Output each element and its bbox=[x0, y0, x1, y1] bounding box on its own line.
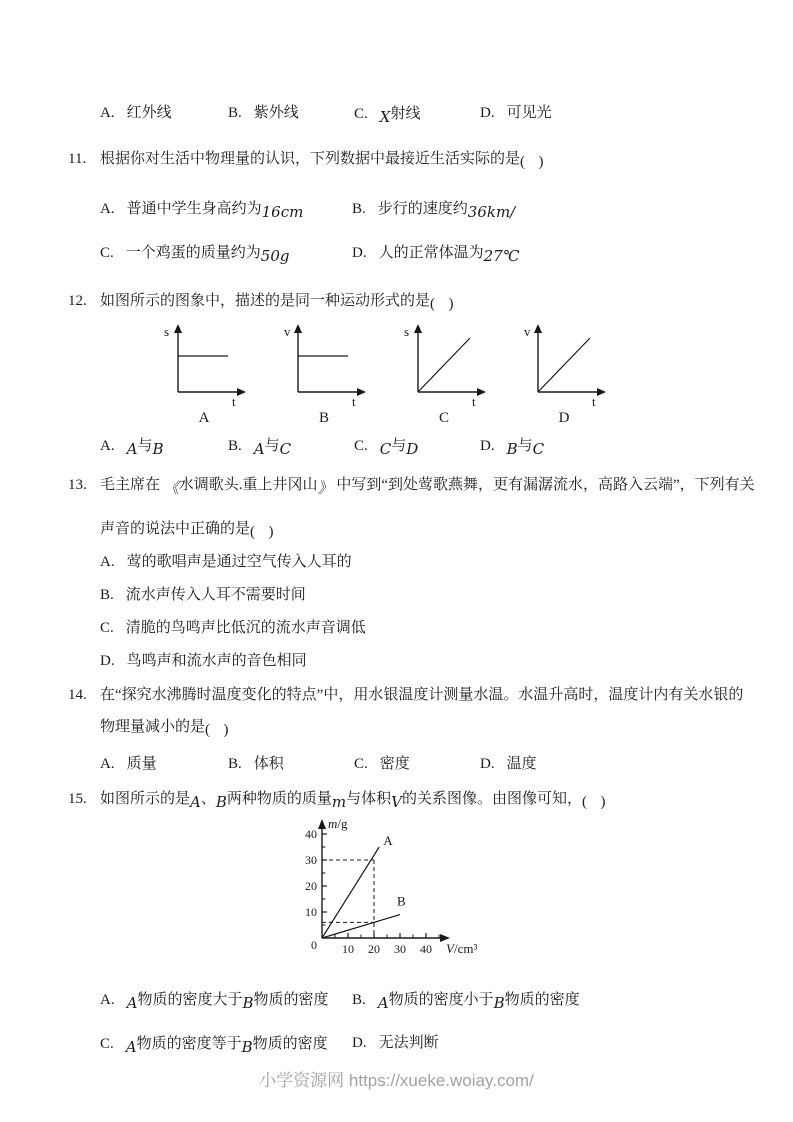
math-text: C bbox=[532, 440, 545, 458]
question-11-stem bbox=[68, 149, 793, 170]
text-segment: 温度 bbox=[506, 756, 537, 772]
text-segment: 如图所示的是 bbox=[100, 791, 191, 807]
question-12-options bbox=[100, 435, 793, 457]
option-text bbox=[379, 1035, 439, 1051]
option-text bbox=[125, 1036, 328, 1056]
option-text bbox=[380, 756, 410, 772]
question-13-stem-line2 bbox=[100, 519, 793, 540]
option-label: C. bbox=[100, 245, 114, 261]
math-text: B bbox=[506, 440, 518, 458]
option-label: B. bbox=[228, 105, 242, 121]
question-13-option-b bbox=[100, 585, 793, 606]
math-text: B bbox=[152, 440, 164, 458]
math-text: A bbox=[126, 994, 138, 1012]
mass-volume-chart-svg bbox=[296, 816, 536, 976]
text-segment: 物理量减小的是 bbox=[100, 719, 206, 735]
text-segment: 物质的密度等于 bbox=[136, 1036, 242, 1052]
text-segment: 毛主席在 bbox=[100, 477, 164, 493]
question-13 bbox=[0, 474, 793, 672]
question-number: 13. bbox=[68, 477, 87, 493]
text-segment: 人的正常体温为 bbox=[378, 245, 484, 261]
option-text bbox=[253, 438, 292, 458]
motion-graph-svg bbox=[278, 322, 370, 408]
option-text bbox=[126, 992, 329, 1012]
math-text: A bbox=[125, 1038, 137, 1056]
option-text bbox=[254, 756, 284, 772]
stem-text bbox=[100, 477, 755, 497]
question-12-stem bbox=[68, 291, 793, 312]
x-tick-label: 40 bbox=[420, 942, 432, 956]
text-segment: 普通中学生身高约为 bbox=[126, 201, 262, 217]
question-14-stem-line2 bbox=[100, 717, 793, 738]
y-axis-label: s bbox=[404, 324, 410, 339]
text-segment: 一个鸡蛋的质量约为 bbox=[125, 245, 261, 261]
graph-caption: A bbox=[198, 410, 210, 426]
question-11-option-c bbox=[100, 242, 352, 264]
question-11-option-a bbox=[100, 198, 352, 220]
x-axis-label: t bbox=[592, 394, 596, 408]
text-segment: 射线 bbox=[390, 106, 421, 122]
stem-text bbox=[100, 791, 608, 811]
option-text bbox=[506, 438, 545, 458]
stem-text bbox=[100, 151, 546, 170]
option-label: D. bbox=[352, 1035, 367, 1051]
option-label: D. bbox=[480, 756, 495, 772]
option-text bbox=[254, 105, 299, 121]
series-label-b: B bbox=[397, 893, 406, 909]
question-14-option-b bbox=[228, 754, 354, 775]
option-label: C. bbox=[354, 756, 368, 772]
text-segment: 紫外线 bbox=[253, 105, 299, 121]
text-segment: 如图所示的图象中，描述的是同一种运动形式的是 bbox=[100, 293, 431, 309]
text-segment: 体积 bbox=[253, 756, 284, 772]
option-text bbox=[127, 653, 307, 669]
question-10-option-c bbox=[354, 103, 480, 125]
answer-bracket: ( ) bbox=[250, 524, 276, 540]
question-12-option-b bbox=[228, 435, 354, 457]
math-text: A bbox=[377, 994, 389, 1012]
math-text: 27℃ bbox=[483, 247, 520, 265]
motion-graph-b bbox=[278, 322, 370, 427]
text-segment: 无法判断 bbox=[378, 1035, 439, 1051]
question-12 bbox=[0, 291, 793, 457]
question-13-option-c bbox=[100, 618, 793, 639]
x-tick-label: 10 bbox=[342, 942, 354, 956]
question-15-options bbox=[100, 989, 793, 1055]
option-text bbox=[126, 620, 366, 636]
question-10-option-d bbox=[480, 103, 793, 125]
text-segment: 物质的密度大于 bbox=[137, 992, 243, 1008]
graph-caption: B bbox=[318, 410, 329, 426]
option-text bbox=[127, 105, 172, 121]
question-number: 15. bbox=[68, 791, 87, 807]
option-text bbox=[127, 756, 157, 772]
series-label-a: A bbox=[383, 833, 393, 848]
math-text: V bbox=[391, 793, 403, 811]
question-12-option-d bbox=[480, 435, 793, 457]
option-label: C. bbox=[354, 438, 368, 454]
option-text bbox=[378, 245, 520, 265]
math-text: B bbox=[493, 994, 505, 1012]
question-15-option-a bbox=[100, 989, 352, 1011]
text-segment: 两种物质的质量 bbox=[226, 791, 332, 807]
math-text: B bbox=[241, 1038, 253, 1056]
question-10-options bbox=[100, 0, 793, 125]
text-segment: 、 bbox=[200, 791, 216, 807]
x-axis-label: t bbox=[232, 394, 236, 408]
option-label: B. bbox=[352, 201, 366, 217]
text-segment: 在“探究水沸腾时温度变化的特点”中，用水银温度计测量水温。水温升高时，温度计内有关水银的 bbox=[100, 687, 744, 703]
origin-label: 0 bbox=[311, 938, 317, 952]
text-segment: 水调歌头.重上井冈山 bbox=[178, 477, 318, 493]
option-text bbox=[379, 106, 421, 126]
question-14-option-c bbox=[354, 754, 480, 775]
stem-text bbox=[100, 293, 456, 312]
question-12-option-c bbox=[354, 435, 480, 457]
math-text: B bbox=[242, 994, 254, 1012]
math-text: A bbox=[253, 440, 265, 458]
question-13-option-a bbox=[100, 552, 793, 573]
y-axis-label: v bbox=[524, 324, 531, 339]
text-segment: 物质的密度小于 bbox=[388, 992, 494, 1008]
math-text: C bbox=[379, 440, 392, 458]
option-label: B. bbox=[100, 587, 114, 603]
question-number: 11. bbox=[68, 151, 87, 167]
motion-graph-d bbox=[518, 322, 610, 427]
option-label: B. bbox=[228, 438, 242, 454]
text-segment: 密度 bbox=[379, 756, 410, 772]
option-label: D. bbox=[480, 438, 495, 454]
question-10-option-b bbox=[228, 103, 354, 125]
motion-graph-svg bbox=[518, 322, 610, 408]
text-segment: 与 bbox=[391, 438, 407, 454]
text-segment: 中写到“到处莺歌燕舞，更有漏潺流水，高路入云端”，下列有关 bbox=[332, 477, 755, 493]
math-text: X bbox=[379, 108, 391, 126]
option-text bbox=[126, 438, 164, 458]
question-15-stem bbox=[68, 788, 793, 810]
question-13-option-d bbox=[100, 651, 793, 672]
graph-caption: C bbox=[438, 410, 449, 426]
option-label: A. bbox=[100, 756, 115, 772]
motion-graph-c bbox=[398, 322, 490, 427]
math-text: B bbox=[215, 793, 227, 811]
question-14 bbox=[0, 685, 793, 775]
text-segment: 与体积 bbox=[346, 791, 392, 807]
question-14-option-a bbox=[100, 754, 228, 775]
math-text: m bbox=[331, 793, 347, 811]
question-14-stem-line1 bbox=[68, 685, 793, 706]
option-text bbox=[125, 245, 290, 265]
text-segment: 与 bbox=[264, 438, 280, 454]
answer-bracket: ( ) bbox=[205, 722, 231, 738]
stem-text bbox=[100, 687, 743, 703]
footer-watermark: 小学资源网 https://xueke.woiay.com/ bbox=[259, 1071, 534, 1090]
text-segment: 红外线 bbox=[126, 105, 172, 121]
text-segment: 质量 bbox=[126, 756, 157, 772]
y-axis-label: s bbox=[164, 324, 170, 339]
answer-bracket: ( ) bbox=[582, 794, 608, 810]
x-tick-label: 30 bbox=[394, 942, 406, 956]
text-segment: 可见光 bbox=[506, 105, 552, 121]
question-11-options bbox=[100, 198, 793, 264]
text-segment: 与 bbox=[517, 438, 533, 454]
option-label: A. bbox=[100, 554, 115, 570]
text-segment: 步行的速度约 bbox=[377, 201, 468, 217]
option-label: B. bbox=[228, 756, 242, 772]
text-segment: 流水声传入人耳不需要时间 bbox=[125, 587, 306, 603]
math-text: 16cm bbox=[261, 203, 304, 221]
option-text bbox=[127, 554, 352, 570]
text-segment: 清脆的鸟鸣声比低沉的流水声音调低 bbox=[125, 620, 366, 636]
question-14-options bbox=[100, 754, 793, 775]
option-label: A. bbox=[100, 201, 115, 217]
question-15-option-c bbox=[100, 1033, 352, 1055]
text-segment: 莺的歌唱声是通过空气传入人耳的 bbox=[126, 554, 352, 570]
question-15-option-d bbox=[352, 1033, 793, 1055]
text-segment: 根据你对生活中物理量的认识，下列数据中最接近生活实际的是 bbox=[100, 151, 521, 167]
text-segment: 鸟鸣声和流水声的音色相同 bbox=[126, 653, 307, 669]
stem-text bbox=[100, 719, 231, 738]
question-13-options bbox=[100, 552, 793, 672]
option-text bbox=[379, 438, 419, 458]
question-10-option-a bbox=[100, 103, 228, 125]
question-12-option-a bbox=[100, 435, 228, 457]
text-segment: 物质的密度 bbox=[504, 992, 580, 1008]
option-label: D. bbox=[352, 245, 367, 261]
question-15 bbox=[0, 788, 793, 1055]
motion-graph-svg bbox=[398, 322, 490, 408]
math-text: A bbox=[126, 440, 138, 458]
y-tick-label: 30 bbox=[305, 853, 317, 867]
text-segment: 物质的密度 bbox=[252, 1036, 328, 1052]
stem-text bbox=[100, 521, 276, 540]
y-axis-label: v bbox=[284, 324, 291, 339]
x-axis-label: t bbox=[472, 394, 476, 408]
option-text bbox=[377, 992, 580, 1012]
series-line-b bbox=[322, 915, 400, 938]
option-text bbox=[126, 587, 306, 603]
x-tick-label: 20 bbox=[368, 942, 380, 956]
question-11-option-d bbox=[352, 242, 793, 264]
question-11-option-b bbox=[352, 198, 793, 220]
option-label: B. bbox=[352, 992, 366, 1008]
option-label: D. bbox=[480, 105, 495, 121]
y-tick-label: 10 bbox=[305, 905, 317, 919]
option-label: C. bbox=[100, 1036, 114, 1052]
option-text bbox=[126, 201, 304, 221]
math-text: 50g bbox=[260, 247, 290, 265]
math-text: A bbox=[190, 793, 201, 811]
motion-graphs-row bbox=[158, 322, 793, 427]
option-text bbox=[377, 201, 516, 221]
math-text: 36km/ bbox=[467, 203, 516, 221]
question-number: 12. bbox=[68, 293, 87, 309]
y-axis-title: m/g bbox=[328, 816, 348, 831]
math-text: 》 bbox=[317, 479, 333, 497]
option-label: A. bbox=[100, 438, 115, 454]
text-segment: 声音的说法中正确的是 bbox=[100, 521, 251, 537]
option-label: C. bbox=[100, 620, 114, 636]
option-label: A. bbox=[100, 992, 115, 1008]
option-label: D. bbox=[100, 653, 115, 669]
option-label: C. bbox=[354, 106, 368, 122]
math-text: D bbox=[406, 440, 419, 458]
question-13-stem-line1 bbox=[68, 474, 793, 496]
math-text: 《 bbox=[163, 479, 179, 497]
option-text bbox=[507, 105, 552, 121]
option-label: A. bbox=[100, 105, 115, 121]
motion-graph-a bbox=[158, 322, 250, 427]
question-number: 14. bbox=[68, 687, 87, 703]
question-14-option-d bbox=[480, 754, 793, 775]
answer-bracket: ( ) bbox=[520, 154, 546, 170]
math-text: C bbox=[279, 440, 292, 458]
mass-volume-chart bbox=[296, 816, 793, 981]
graph-caption: D bbox=[558, 410, 570, 426]
x-axis-title: V/cm³ bbox=[446, 941, 478, 956]
series-line-a bbox=[322, 847, 379, 938]
option-text bbox=[507, 756, 537, 772]
text-segment: 与 bbox=[137, 438, 153, 454]
y-tick-label: 40 bbox=[305, 827, 317, 841]
question-15-option-b bbox=[352, 989, 793, 1011]
y-tick-label: 20 bbox=[305, 879, 317, 893]
answer-bracket: ( ) bbox=[430, 296, 456, 312]
x-axis-label: t bbox=[352, 394, 356, 408]
motion-graph-svg bbox=[158, 322, 250, 408]
text-segment: 的关系图像。由图像可知， bbox=[402, 791, 583, 807]
question-11 bbox=[0, 149, 793, 264]
text-segment: 物质的密度 bbox=[253, 992, 329, 1008]
